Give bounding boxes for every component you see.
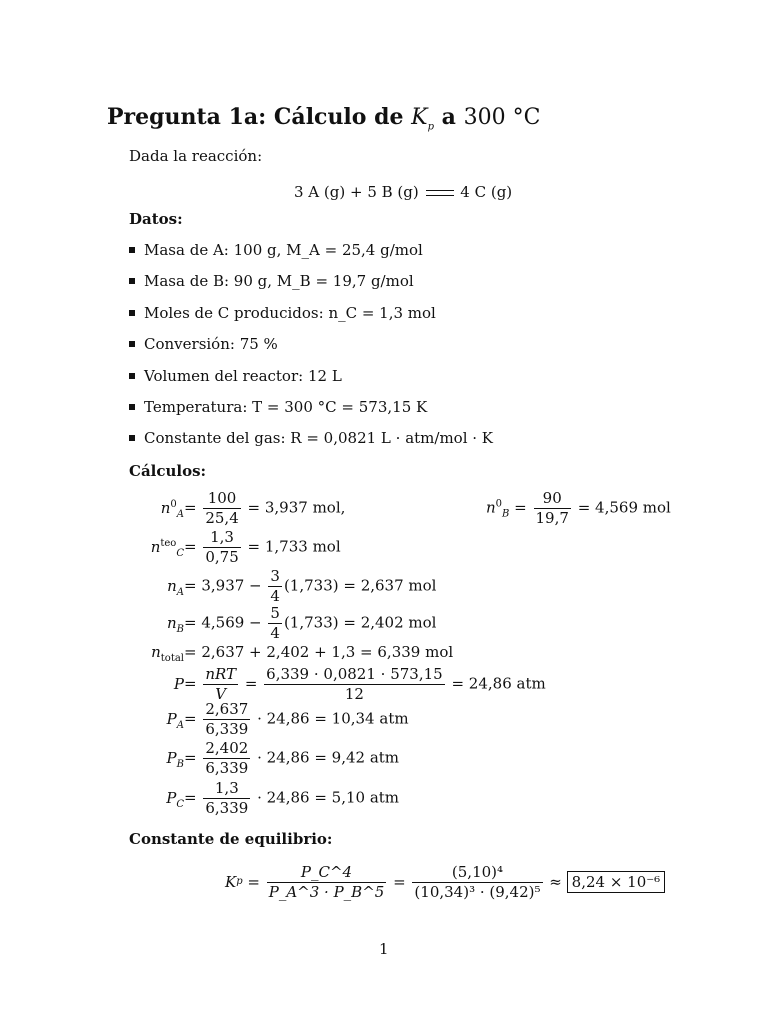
title-subscript: p bbox=[427, 121, 435, 133]
eq-nA: $n_A$ = 3,937 − $\frac{3}{4}$ (1,733) = 2,637 mol bbox=[167, 566, 437, 605]
section-constante: Constante de equilibrio: bbox=[129, 830, 333, 848]
eq-P: P = $\frac{\text{nRT}}{V}$ = $\frac{6,339 \cdot 0,0821 \cdot 573,15}{12}$ = 24,86 atm bbox=[173, 664, 546, 703]
page-title bbox=[107, 104, 541, 133]
eq-nA0: $n^0_A$ = $\frac{100}{25,4}$ = 3,937 mol, bbox=[160, 488, 346, 527]
list-item: Constante del gas: R = 0,0821 L · atm/mol · K bbox=[129, 428, 493, 459]
eq-nB0: $n^0_B$ = $\frac{90}{19,7}$ = 4,569 mol bbox=[486, 488, 671, 527]
eq-PA: $P_A$ = $\frac{2,637}{6,339}$ · 24,86 = 10,34 atm bbox=[166, 699, 409, 738]
datos-list bbox=[129, 240, 493, 460]
eq-PC: $P_C$ = $\frac{1,3}{6,339}$ · 24,86 = 5,10 atm bbox=[166, 778, 400, 817]
list-item: Temperatura: T = 300 °C = 573,15 K bbox=[129, 397, 493, 428]
eq-ntotal: $n_{total}$ = 2,637 + 2,402 + 1,3 = 6,339 mol bbox=[151, 643, 454, 664]
intro-text: Dada la reacción: bbox=[129, 147, 263, 165]
eq-PB: $P_B$ = $\frac{2,402}{6,339}$ · 24,86 = 9,42 atm bbox=[166, 738, 400, 777]
section-calculos: Cálculos: bbox=[129, 462, 207, 480]
eq-nB: $n_B$ = 4,569 − $\frac{5}{4}$ (1,733) = 2,402 mol bbox=[166, 603, 437, 642]
eq-kp: K p = $\frac{P\_C\^{}4}{P\_A\^{}3 \cdot P\_B\^{}5}$ = $\frac{\text{(5,10)⁴}}{\text{(10,34)³ · (9,42)⁵}}$ ≈ 8,24 × 10⁻⁶ bbox=[225, 860, 665, 904]
reaction-products: 4 C (g) bbox=[460, 183, 513, 201]
equilibrium-arrow-icon bbox=[426, 187, 454, 199]
list-item: Masa de A: 100 g, M_A = 25,4 g/mol bbox=[129, 240, 493, 271]
list-item: Moles de C producidos: n_C = 1,3 mol bbox=[129, 303, 493, 334]
title-symbol: K bbox=[411, 105, 428, 130]
section-datos: Datos: bbox=[129, 210, 183, 228]
kp-result-box: 8,24 × 10⁻⁶ bbox=[567, 871, 666, 893]
list-item: Volumen del reactor: 12 L bbox=[129, 366, 493, 397]
reaction-reactants: 3 A (g) + 5 B (g) bbox=[294, 183, 419, 201]
page-number: 1 bbox=[379, 940, 389, 958]
title-text: Pregunta 1a: Cálculo de bbox=[107, 104, 412, 130]
title-temperature: 300 °C bbox=[463, 105, 541, 130]
reaction-equation bbox=[294, 183, 512, 201]
title-suffix: a bbox=[434, 104, 464, 130]
eq-nCteo: $n^{teo}_C$ = $\frac{1,3}{0,75}$ = 1,733 mol bbox=[150, 527, 341, 566]
list-item: Masa de B: 90 g, M_B = 19,7 g/mol bbox=[129, 271, 493, 302]
list-item: Conversión: 75 % bbox=[129, 334, 493, 365]
